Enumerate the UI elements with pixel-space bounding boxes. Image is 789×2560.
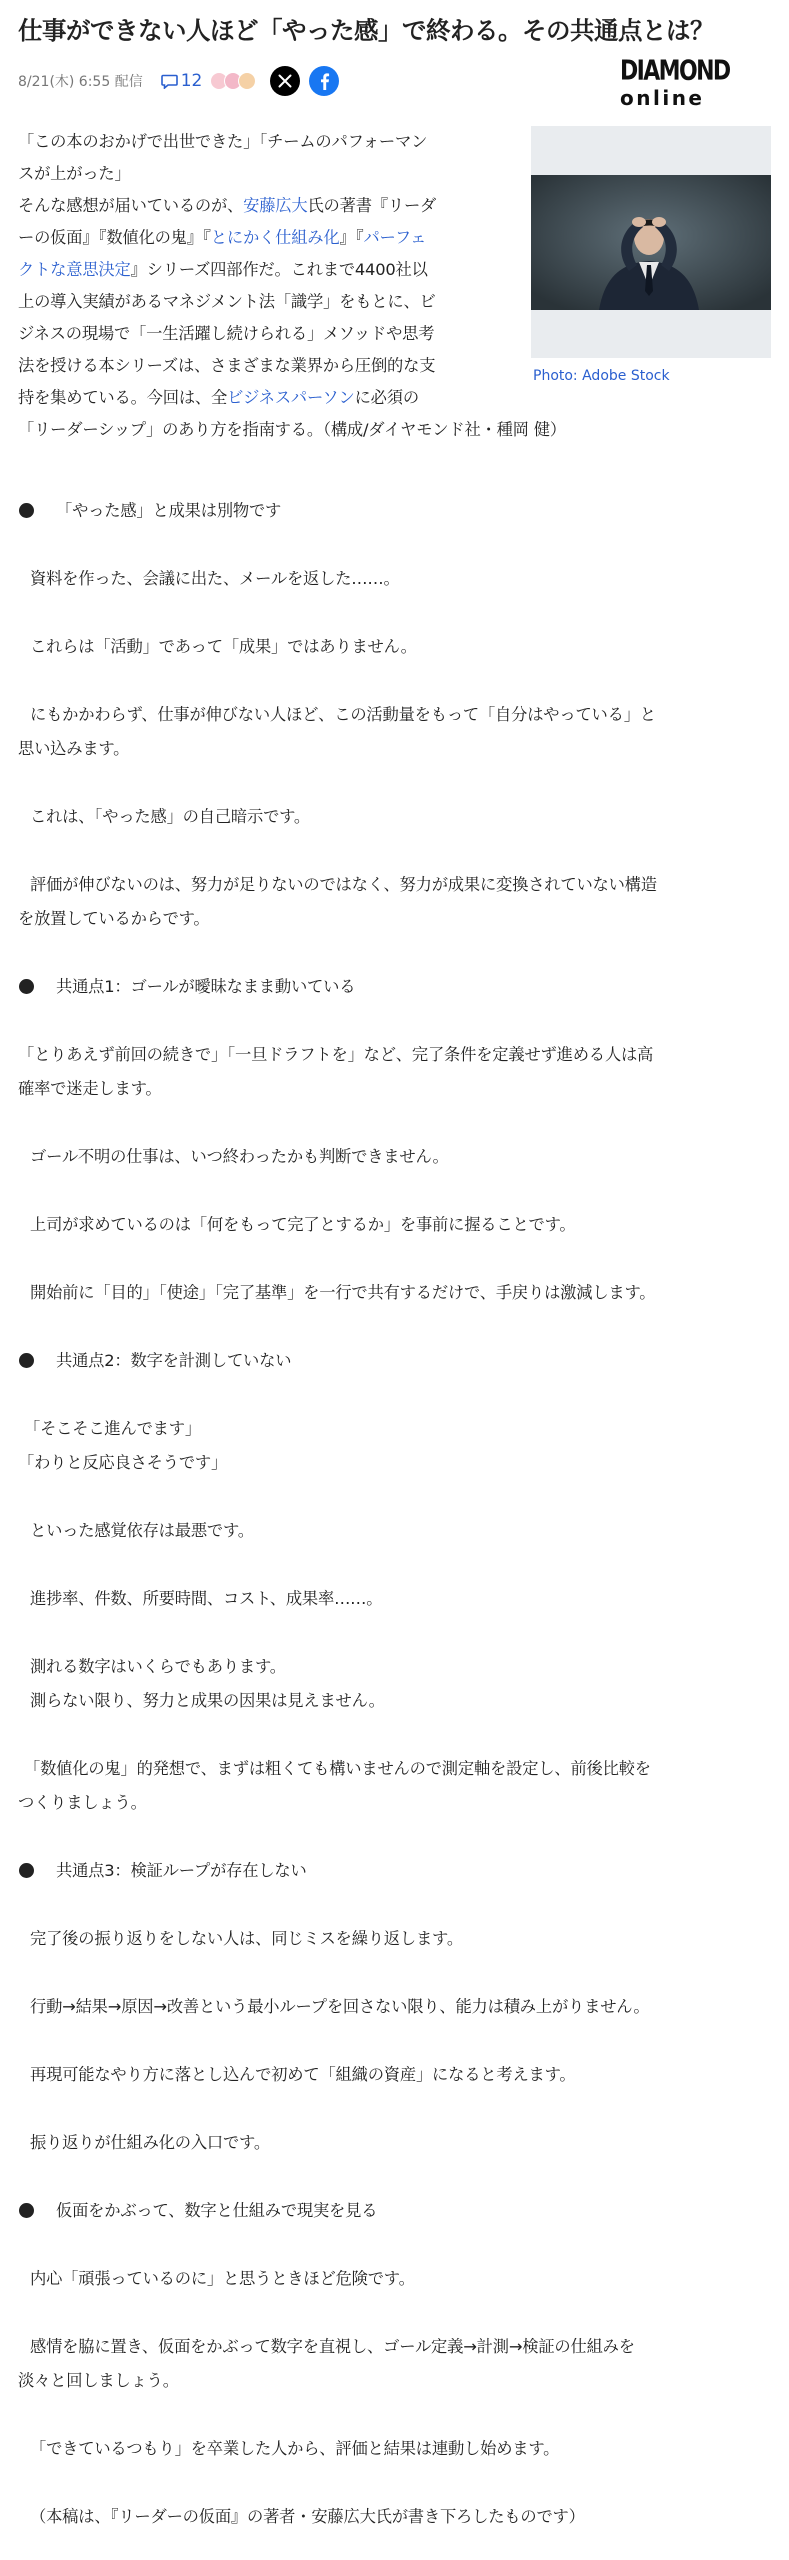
- article-photo[interactable]: [531, 126, 771, 358]
- paragraph: 測らない限り、努力と成果の因果は見えません。: [30, 1691, 385, 1710]
- section-heading: 仮面をかぶって、数字と仕組みで現実を見る: [18, 2194, 778, 2228]
- comment-icon: [161, 74, 178, 89]
- paragraph: これらは「活動」であって「成果」ではありません。: [30, 637, 417, 656]
- paragraph: 再現可能なやり方に落とし込んで初めて「組織の資産」になると考えます。: [30, 2065, 576, 2084]
- article-intro: 「この本のおかげで出世できた」「チームのパフォーマン スが上がった」 そんな感想が届いているのが、安藤広大氏の著書『リーダ ーの仮面』『数値化の鬼』『とにかく仕組み化』『パーフェ クトな意思決定』シリーズ四部作だ。これまで4400社以 上の導入実績があるマネジメント法「識学」をもとに、ビ ジネスの現場で「一生活躍し続けられる」メソッドや思考 法を授ける本シリーズは、さまざまな業界から圧倒的な支 持を集めている。今回は、全ビジネスパーソンに必須の 「リーダーシップ」のあり方を指南する。（構成/ダイヤモンド社・種岡 健）: [18, 132, 566, 439]
- paragraph: 上司が求めているのは「何をもって完了とするか」を事前に握ることです。: [30, 1215, 576, 1234]
- paragraph: 感情を脇に置き、仮面をかぶって数字を直視し、ゴール定義→計測→検証の仕組みを: [30, 2337, 635, 2356]
- paragraph: 進捗率、件数、所要時間、コスト、成果率……。: [30, 1589, 383, 1608]
- paragraph: 振り返りが仕組み化の入口です。: [30, 2133, 270, 2152]
- paragraph: 完了後の振り返りをしない人は、同じミスを繰り返します。: [30, 1929, 463, 1948]
- reaction-icon: [238, 72, 256, 90]
- bullet-icon: [19, 1863, 34, 1878]
- book-link-shikumika[interactable]: とにかく仕組み化: [210, 228, 340, 247]
- bullet-icon: [19, 503, 34, 518]
- article-title: 仕事ができない人ほど「やった感」で終わる。その共通点とは？: [18, 16, 714, 45]
- paragraph: 淡々と回しましょう。: [18, 2371, 179, 2390]
- businessman-photo: [531, 175, 771, 310]
- paragraph: 開始前に「目的」「使途」「完了基準」を一行で共有するだけで、手戻りは激減します。: [30, 1283, 656, 1302]
- paragraph: 資料を作った、会議に出た、メールを返した……。: [30, 569, 400, 588]
- paragraph: 「とりあえず前回の続きで」「一旦ドラフトを」など、完了条件を定義せず進める人は高: [18, 1045, 654, 1064]
- paragraph: 測れる数字はいくらでもあります。: [30, 1657, 286, 1676]
- section-heading: 共通点1：ゴールが曖昧なまま動いている: [18, 970, 778, 1004]
- paragraph: といった感覚依存は最悪です。: [30, 1521, 254, 1540]
- paragraph: 「そこそこ進んでます」: [24, 1419, 201, 1438]
- publisher-logo[interactable]: DIAMOND online: [620, 55, 730, 110]
- article-meta: [18, 66, 348, 96]
- x-icon: [278, 74, 292, 88]
- comment-count: 12: [180, 71, 203, 91]
- section-heading: 共通点2：数字を計測していない: [18, 1344, 778, 1378]
- bullet-icon: [19, 979, 34, 994]
- section-heading: 共通点3：検証ループが存在しない: [18, 1854, 778, 1888]
- comment-link[interactable]: [161, 71, 203, 91]
- facebook-share-button[interactable]: [309, 66, 339, 96]
- paragraph: 評価が伸びないのは、努力が足りないのではなく、努力が成果に変換されていない構造: [30, 875, 657, 894]
- book-link-perfect-cont[interactable]: クトな意思決定: [18, 260, 131, 279]
- paragraph: にもかかわらず、仕事が伸びない人ほど、この活動量をもって「自分はやっている」と: [30, 705, 656, 724]
- facebook-icon: [317, 72, 331, 90]
- paragraph: 思い込みます。: [18, 739, 130, 758]
- paragraph: 内心「頑張っているのに」と思うときほど危険です。: [30, 2269, 415, 2288]
- article-body: [18, 494, 778, 2534]
- author-link[interactable]: 安藤広大: [243, 196, 308, 215]
- paragraph: 確率で迷走します。: [18, 1079, 162, 1098]
- bullet-icon: [19, 2203, 34, 2218]
- bullet-icon: [19, 1353, 34, 1368]
- paragraph: 「わりと反応良さそうです」: [18, 1453, 228, 1472]
- x-share-button[interactable]: [270, 66, 300, 96]
- paragraph: これは、「やった感」の自己暗示です。: [30, 807, 311, 826]
- business-person-link[interactable]: ビジネスパーソン: [227, 388, 355, 407]
- publish-date: 8/21(木) 6:55 配信: [18, 74, 143, 90]
- reaction-icons[interactable]: [210, 72, 256, 90]
- book-link-perfect[interactable]: パーフェ: [363, 228, 427, 247]
- section-heading: 「やった感」と成果は別物です: [18, 494, 778, 528]
- paragraph: 「数値化の鬼」的発想で、まずは粗くても構いませんので測定軸を設定し、前後比較を: [24, 1759, 651, 1778]
- paragraph: ゴール不明の仕事は、いつ終わったかも判断できません。: [30, 1147, 449, 1166]
- paragraph: 行動→結果→原因→改善という最小ループを回さない限り、能力は積み上がりません。: [30, 1997, 650, 2016]
- paragraph: を放置しているからです。: [18, 909, 210, 928]
- paragraph: つくりましょう。: [18, 1793, 147, 1812]
- paragraph: 「できているつもり」を卒業した人から、評価と結果は連動し始めます。: [30, 2439, 560, 2458]
- photo-caption: Photo: Adobe Stock: [533, 368, 670, 384]
- paragraph: （本稿は、『リーダーの仮面』の著者・安藤広大氏が書き下ろしたものです）: [30, 2507, 585, 2526]
